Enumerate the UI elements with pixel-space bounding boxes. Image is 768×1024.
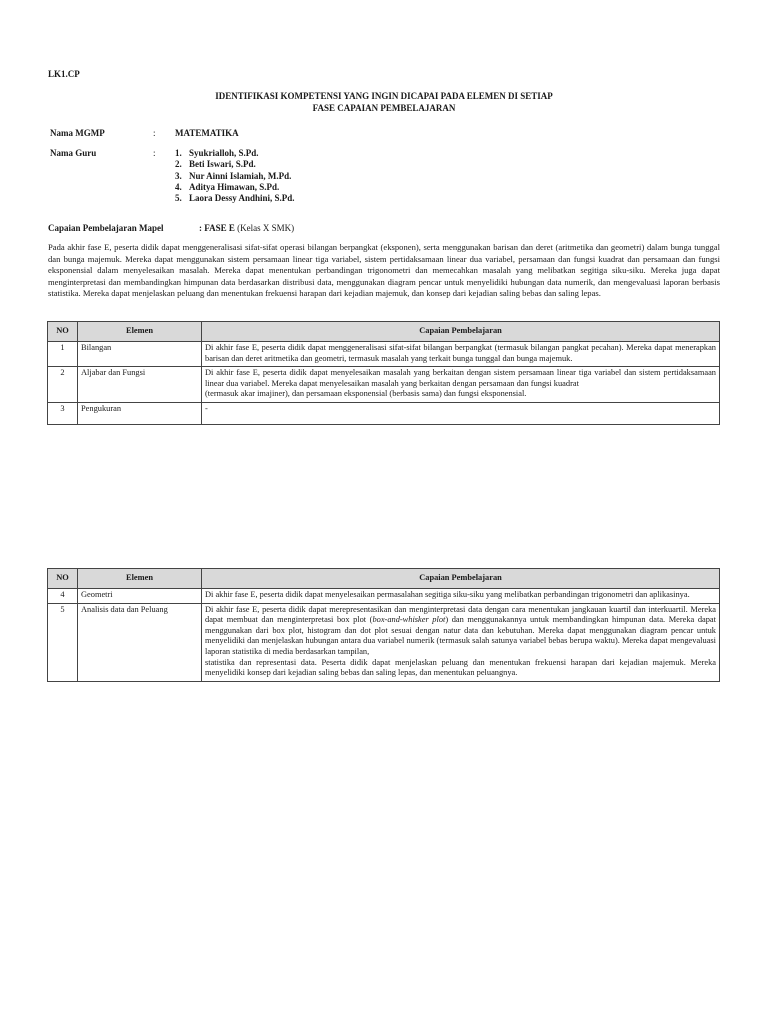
title-line-2: FASE CAPAIAN PEMBELAJARAN	[312, 103, 456, 113]
row-capaian	[202, 402, 720, 424]
guru-num: 2.	[175, 159, 182, 170]
row-no: 5	[48, 603, 78, 681]
mgmp-colon: :	[153, 128, 156, 138]
capaian-table-2	[47, 568, 720, 682]
table-header-row	[48, 569, 720, 589]
guru-list-item	[175, 148, 295, 159]
table-row	[48, 589, 720, 604]
guru-name: Syukrialloh, S.Pd.	[189, 148, 259, 158]
table-row	[48, 603, 720, 681]
guru-num: 3.	[175, 170, 182, 181]
capaian-paragraph: Pada akhir fase E, peserta didik dapat menggeneralisasi sifat-sifat operasi bilangan berpangkat (eksponen), serta menggunakan barisan dan deret (aritmetika dan geometri) dalam bunga tunggal dan bunga majemuk. Mereka dapat menggunakan sistem persamaan linear tiga variabel, sistem pertidaksamaan linear dua variabel, persamaan dan fungsi kuadrat dan persamaan dan fungsi eksponensial dalam menyelesaikan masalah. Mereka dapat menentukan perbandingan trigonometri dan memecahkan masalah yang melibatkan segitiga siku-siku. Mereka juga dapat menginterpretasi dan membandingkan himpunan data berdasarkan distribusi data, menggunakan diagram pencar untuk menyelidiki hubungan data numerik, dan mengevaluasi laporan berbasis statistika. Mereka dapat menjelaskan peluang dan menentukan frekuensi harapan dari kejadian majemuk, dan konsep dari kejadian saling bebas dan saling lepas.	[48, 242, 720, 299]
row-no: 2	[48, 367, 78, 403]
capaian-text-post: ) dan menggunakannya untuk membandingkan himpunan data. Mereka dapat menggunakan dari box plot, histogram dan dot plot sesuai dengan natur data dan kebutuhan. Mereka dapat menggunakan diagram pencar untuk menyelidiki dan menjelaskan hubungan antara dua variabel numerik (termasuk salah satunya variabel bebas berupa waktu). Mereka dapat mengevaluasi laporan statistika di media berdasarkan tampilan,	[205, 615, 716, 656]
guru-name: Laora Dessy Andhini, S.Pd.	[189, 193, 295, 204]
guru-colon: :	[153, 148, 156, 158]
header-no: NO	[48, 569, 78, 589]
guru-name: Beti Iswari, S.Pd.	[189, 159, 256, 170]
table-row	[48, 342, 720, 367]
capaian-text: -	[205, 403, 208, 413]
guru-name: Nur Ainni Islamiah, M.Pd.	[189, 170, 292, 181]
capaian-mapel-heading	[48, 223, 295, 234]
header-elemen: Elemen	[78, 322, 202, 342]
mgmp-value: MATEMATIKA	[175, 128, 239, 138]
capaian-text-pre: Di akhir fase E, peserta didik dapat merepresentasikan dan menginterpretasi data dengan cara menentukan jangkauan kuartil dan interkuartil. Mereka dapat membuat dan menginterpretasi box plot (	[205, 604, 716, 625]
fase-label	[199, 223, 294, 234]
header-elemen: Elemen	[78, 569, 202, 589]
row-elemen: Geometri	[78, 589, 202, 604]
fase-prefix: : FASE E	[199, 223, 235, 233]
guru-num: 5.	[175, 193, 182, 204]
capaian-text: Di akhir fase E, peserta didik dapat menyelesaikan permasalahan segitiga siku-siku yang melibatkan perbandingan trigonometri dan aplikasinya.	[205, 590, 690, 599]
capaian-text: Di akhir fase E, peserta didik dapat menggeneralisasi sifat-sifat bilangan berpangkat (termasuk bilangan pangkat pecahan). Mereka dapat menerapkan barisan dan deret aritmetika dan geometri, termasuk masalah yang terkait bunga tunggal dan bunga majemuk.	[205, 343, 716, 363]
row-no: 3	[48, 402, 78, 424]
document-code: LK1.CP	[48, 69, 80, 79]
guru-list-item	[175, 171, 295, 182]
row-capaian	[202, 342, 720, 367]
row-elemen: Aljabar dan Fungsi	[78, 367, 202, 403]
capaian-text: statistika dan representasi data. Peserta didik dapat menjelaskan peluang dan menentukan frekuensi harapan dari kejadian majemuk. Mereka menyelidiki konsep dari kejadian saling bebas dan saling lepas, dan menentukan peluangnya.	[205, 657, 716, 678]
table-header-row	[48, 322, 720, 342]
capaian-mapel-label: Capaian Pembelajaran Mapel	[48, 223, 164, 233]
document-title	[48, 90, 720, 114]
row-capaian	[202, 367, 720, 403]
header-capaian: Capaian Pembelajaran	[202, 569, 720, 589]
mgmp-label: Nama MGMP	[50, 128, 105, 138]
row-elemen: Analisis data dan Peluang	[78, 603, 202, 681]
capaian-paragraph-1	[205, 605, 716, 658]
row-capaian	[202, 589, 720, 604]
guru-num: 1.	[175, 148, 182, 158]
capaian-text: (termasuk akar imajiner), dan persamaan eksponensial (berbasis sama) dan fungsi eksponensial.	[205, 389, 527, 399]
guru-list	[175, 148, 295, 204]
header-capaian: Capaian Pembelajaran	[202, 322, 720, 342]
table-row	[48, 402, 720, 424]
guru-num: 4.	[175, 181, 182, 192]
row-no: 1	[48, 342, 78, 367]
table-row	[48, 367, 720, 403]
guru-list-item	[175, 159, 295, 170]
capaian-text-italic: box-and-whisker plot	[372, 615, 446, 625]
row-no: 4	[48, 589, 78, 604]
header-no: NO	[48, 322, 78, 342]
row-elemen: Pengukuran	[78, 402, 202, 424]
capaian-table-1	[47, 321, 720, 425]
row-elemen: Bilangan	[78, 342, 202, 367]
guru-list-item	[175, 193, 295, 204]
guru-label: Nama Guru	[50, 148, 97, 158]
title-line-1: IDENTIFIKASI KOMPETENSI YANG INGIN DICAPAI PADA ELEMEN DI SETIAP	[215, 91, 553, 101]
guru-name: Aditya Himawan, S.Pd.	[189, 181, 280, 192]
fase-suffix: (Kelas X SMK)	[234, 223, 295, 233]
row-capaian	[202, 603, 720, 681]
guru-list-item	[175, 182, 295, 193]
capaian-text: Di akhir fase E, peserta didik dapat menyelesaikan masalah yang berkaitan dengan sistem persamaan linear tiga variabel dan sistem pertidaksamaan linear dua variabel. Mereka dapat menyelesaikan masalah yang berkaitan dengan persamaan dan fungsi kuadrat	[205, 368, 716, 388]
